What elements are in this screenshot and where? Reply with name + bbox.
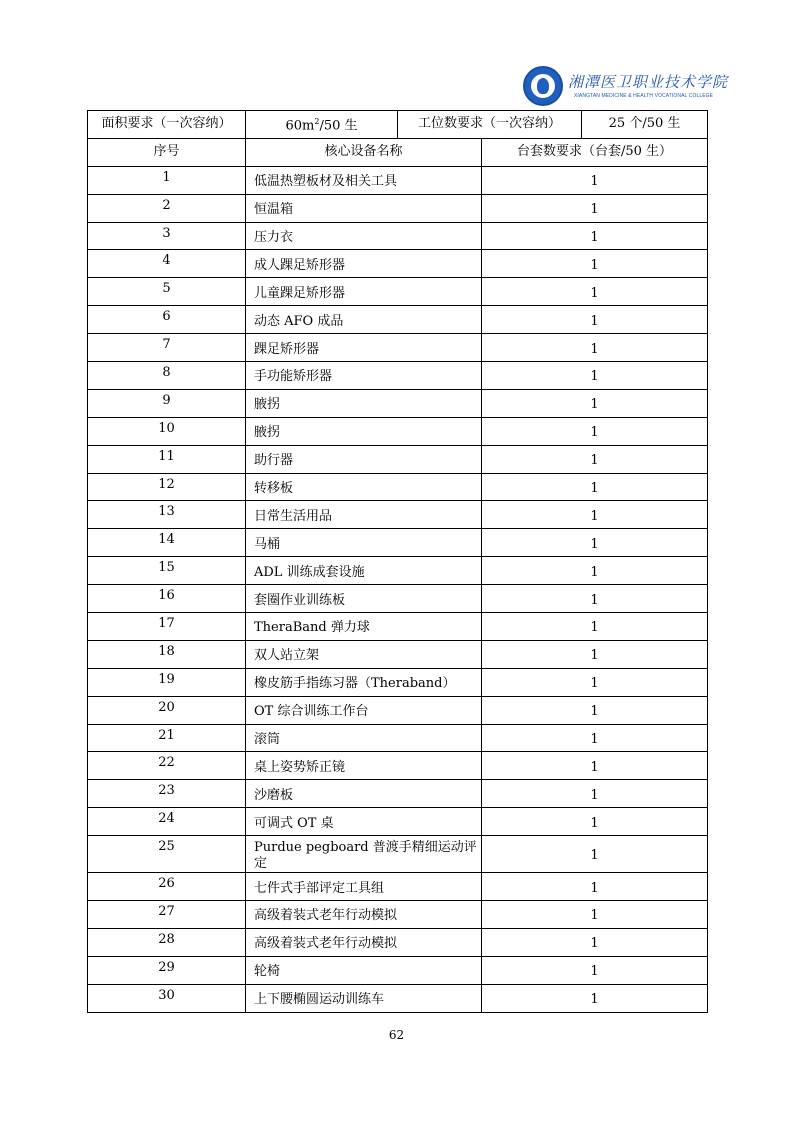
table-row xyxy=(88,334,708,362)
equipment-name: 高级着装式老年行动模拟 xyxy=(246,901,482,929)
equipment-name: 低温热塑板材及相关工具 xyxy=(246,166,482,194)
table-row xyxy=(88,250,708,278)
equipment-name: 压力衣 xyxy=(246,222,482,250)
table-row xyxy=(88,752,708,780)
equipment-qty: 1 xyxy=(482,808,708,836)
row-index: 15 xyxy=(88,557,246,585)
column-header-name: 核心设备名称 xyxy=(246,138,482,166)
table-row xyxy=(88,585,708,613)
equipment-qty: 1 xyxy=(482,334,708,362)
table-row xyxy=(88,956,708,984)
equipment-name: 儿童踝足矫形器 xyxy=(246,278,482,306)
equipment-qty: 1 xyxy=(482,696,708,724)
logo-text xyxy=(568,72,728,100)
summary-row xyxy=(88,111,708,139)
row-index: 5 xyxy=(88,278,246,306)
column-header-index: 序号 xyxy=(88,138,246,166)
table-row xyxy=(88,445,708,473)
equipment-name: 滚筒 xyxy=(246,724,482,752)
equipment-qty: 1 xyxy=(482,873,708,901)
equipment-name: 套圈作业训练板 xyxy=(246,585,482,613)
equipment-qty: 1 xyxy=(482,585,708,613)
table-row xyxy=(88,473,708,501)
station-label: 工位数要求（一次容纳） xyxy=(398,111,582,139)
row-index: 4 xyxy=(88,250,246,278)
row-index: 8 xyxy=(88,362,246,390)
row-index: 24 xyxy=(88,808,246,836)
row-index: 7 xyxy=(88,334,246,362)
equipment-name: 助行器 xyxy=(246,445,482,473)
table-row xyxy=(88,808,708,836)
equipment-name: 高级着装式老年行动模拟 xyxy=(246,928,482,956)
equipment-qty: 1 xyxy=(482,194,708,222)
equipment-qty: 1 xyxy=(482,640,708,668)
table-row xyxy=(88,194,708,222)
equipment-qty: 1 xyxy=(482,278,708,306)
table-row xyxy=(88,836,708,873)
equipment-name: 日常生活用品 xyxy=(246,501,482,529)
logo-english-name: XIANGTAN MEDICINE & HEALTH VOCATIONAL COLLEGE xyxy=(574,93,714,99)
equipment-name: ADL 训练成套设施 xyxy=(246,557,482,585)
row-index: 9 xyxy=(88,389,246,417)
equipment-name: 转移板 xyxy=(246,473,482,501)
table-row xyxy=(88,529,708,557)
table-row xyxy=(88,362,708,390)
equipment-name: 马桶 xyxy=(246,529,482,557)
row-index: 20 xyxy=(88,696,246,724)
equipment-name: 动态 AFO 成品 xyxy=(246,306,482,334)
equipment-name: 踝足矫形器 xyxy=(246,334,482,362)
row-index: 19 xyxy=(88,668,246,696)
table-row xyxy=(88,417,708,445)
college-emblem-icon xyxy=(523,66,563,106)
column-header-row xyxy=(88,138,708,166)
equipment-name: 沙磨板 xyxy=(246,780,482,808)
equipment-qty: 1 xyxy=(482,724,708,752)
area-value: $60m^2/50$ 生 xyxy=(246,111,398,139)
equipment-name: TheraBand 弹力球 xyxy=(246,613,482,641)
equipment-name: 七件式手部评定工具组 xyxy=(246,873,482,901)
equipment-name: OT 综合训练工作台 xyxy=(246,696,482,724)
equipment-qty: 1 xyxy=(482,473,708,501)
equipment-qty: 1 xyxy=(482,501,708,529)
equipment-name: 可调式 OT 桌 xyxy=(246,808,482,836)
row-index: 23 xyxy=(88,780,246,808)
equipment-name: 手功能矫形器 xyxy=(246,362,482,390)
row-index: 14 xyxy=(88,529,246,557)
row-index: 18 xyxy=(88,640,246,668)
equipment-name: 橡皮筋手指练习器（Theraband） xyxy=(246,668,482,696)
table-row xyxy=(88,306,708,334)
equipment-qty: 1 xyxy=(482,752,708,780)
row-index: 2 xyxy=(88,194,246,222)
row-index: 29 xyxy=(88,956,246,984)
table-row xyxy=(88,222,708,250)
table-row xyxy=(88,640,708,668)
equipment-name: 桌上姿势矫正镜 xyxy=(246,752,482,780)
equipment-table xyxy=(87,110,708,1013)
table-row xyxy=(88,724,708,752)
row-index: 26 xyxy=(88,873,246,901)
row-index: 6 xyxy=(88,306,246,334)
equipment-qty: 1 xyxy=(482,389,708,417)
table-row xyxy=(88,928,708,956)
table-row xyxy=(88,696,708,724)
equipment-name: 腋拐 xyxy=(246,417,482,445)
column-header-qty: 台套数要求（台套/50 生） xyxy=(482,138,708,166)
equipment-qty: 1 xyxy=(482,557,708,585)
table-row xyxy=(88,613,708,641)
row-index: 11 xyxy=(88,445,246,473)
row-index: 27 xyxy=(88,901,246,929)
row-index: 25 xyxy=(88,836,246,873)
row-index: 28 xyxy=(88,928,246,956)
table-row xyxy=(88,389,708,417)
table-row xyxy=(88,873,708,901)
row-index: 13 xyxy=(88,501,246,529)
row-index: 16 xyxy=(88,585,246,613)
equipment-qty: 1 xyxy=(482,250,708,278)
equipment-name: 双人站立架 xyxy=(246,640,482,668)
row-index: 21 xyxy=(88,724,246,752)
row-index: 30 xyxy=(88,984,246,1012)
college-logo xyxy=(523,66,729,106)
equipment-qty: 1 xyxy=(482,836,708,873)
station-value: 25 个/50 生 xyxy=(582,111,708,139)
row-index: 17 xyxy=(88,613,246,641)
logo-chinese-name: 湘潭医卫职业技术学院 xyxy=(568,73,729,91)
area-label: 面积要求（一次容纳） xyxy=(88,111,246,139)
equipment-qty: 1 xyxy=(482,613,708,641)
equipment-qty: 1 xyxy=(482,928,708,956)
table-row xyxy=(88,984,708,1012)
equipment-qty: 1 xyxy=(482,984,708,1012)
equipment-name: 成人踝足矫形器 xyxy=(246,250,482,278)
equipment-qty: 1 xyxy=(482,901,708,929)
equipment-qty: 1 xyxy=(482,362,708,390)
equipment-qty: 1 xyxy=(482,780,708,808)
equipment-qty: 1 xyxy=(482,306,708,334)
equipment-name: 上下腰椭圆运动训练车 xyxy=(246,984,482,1012)
row-index: 1 xyxy=(88,166,246,194)
table-row xyxy=(88,668,708,696)
row-index: 3 xyxy=(88,222,246,250)
equipment-qty: 1 xyxy=(482,668,708,696)
table-row xyxy=(88,557,708,585)
equipment-name: 恒温箱 xyxy=(246,194,482,222)
equipment-qty: 1 xyxy=(482,445,708,473)
table-row xyxy=(88,278,708,306)
row-index: 12 xyxy=(88,473,246,501)
equipment-qty: 1 xyxy=(482,166,708,194)
equipment-qty: 1 xyxy=(482,529,708,557)
table-row xyxy=(88,780,708,808)
page-number: 62 xyxy=(388,1028,405,1042)
equipment-qty: 1 xyxy=(482,956,708,984)
equipment-qty: 1 xyxy=(482,417,708,445)
table-row xyxy=(88,166,708,194)
table-row xyxy=(88,501,708,529)
equipment-name: 腋拐 xyxy=(246,389,482,417)
table-row xyxy=(88,901,708,929)
equipment-qty: 1 xyxy=(482,222,708,250)
row-index: 10 xyxy=(88,417,246,445)
equipment-name: 轮椅 xyxy=(246,956,482,984)
row-index: 22 xyxy=(88,752,246,780)
equipment-name: Purdue pegboard 普渡手精细运动评定 xyxy=(246,836,482,873)
